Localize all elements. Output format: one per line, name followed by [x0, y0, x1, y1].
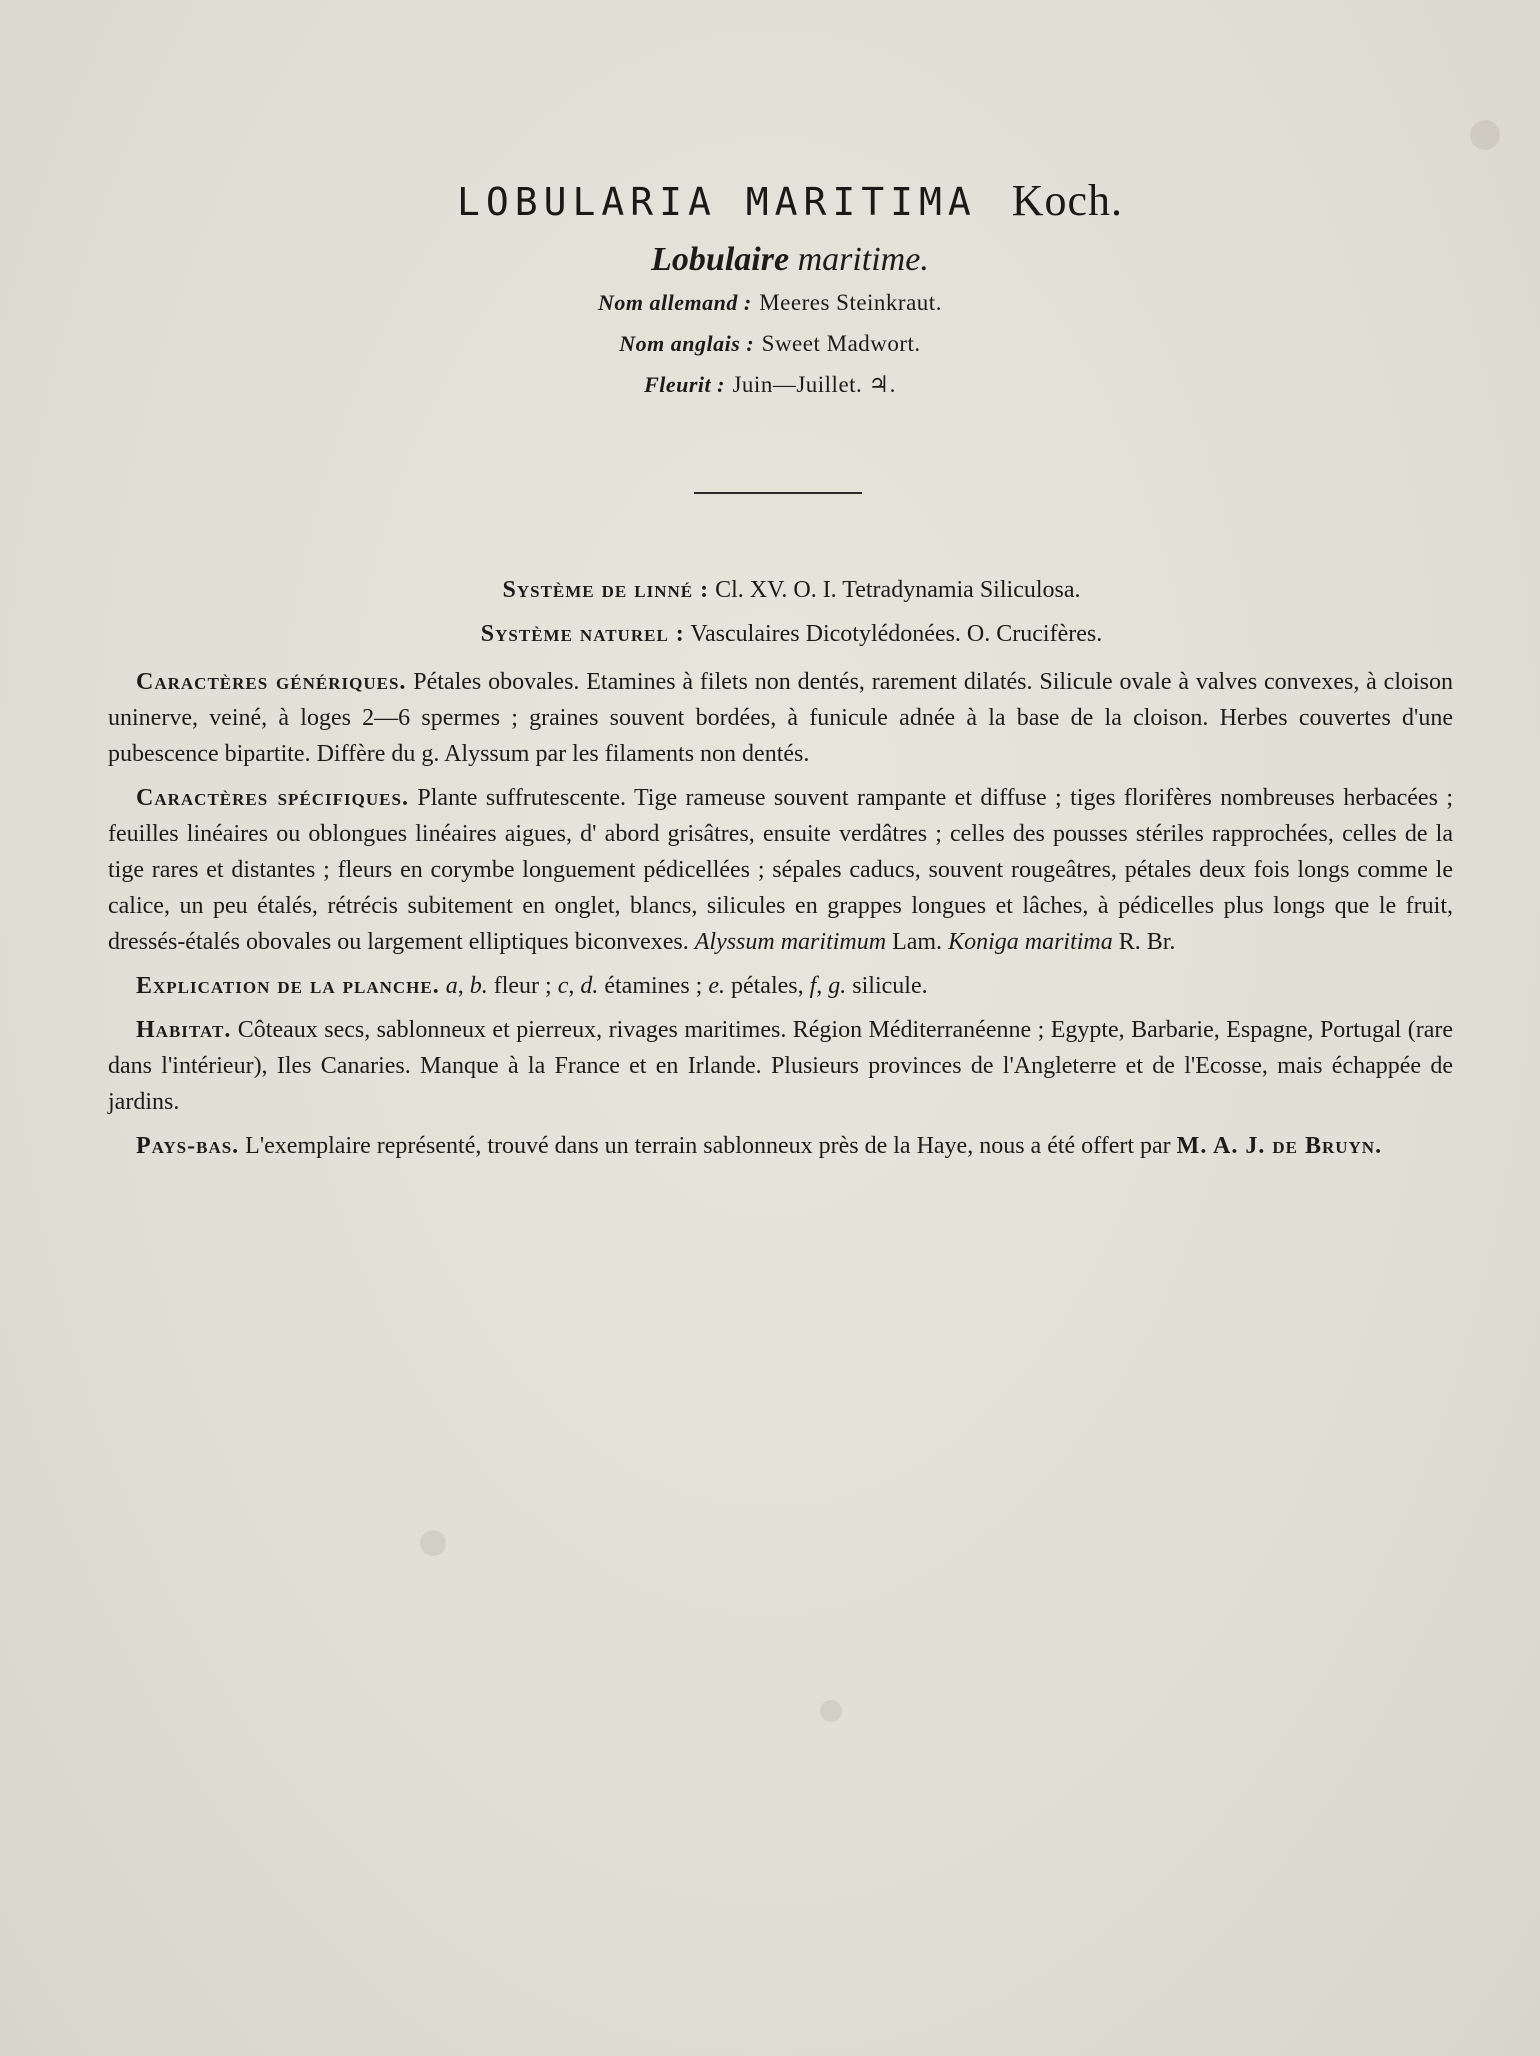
german-label: Nom allemand : [598, 290, 752, 315]
explication-label: Explication de la planche. [136, 973, 440, 999]
habitat-label: Habitat. [136, 1017, 232, 1043]
expl-letter-d: d. [580, 973, 599, 999]
synonym-1-author: Lam. [892, 929, 943, 955]
expl-letter-f: f [809, 973, 817, 999]
expl-petales: pétales, [730, 973, 804, 999]
generiques-label: Caractères génériques. [136, 669, 407, 695]
paper-stain [420, 1530, 446, 1556]
expl-fleur: fleur ; [493, 973, 552, 999]
header-block [0, 170, 1540, 406]
expl-letter-b: b. [469, 973, 488, 999]
body-text [108, 568, 1453, 1164]
linne-value: Cl. XV. O. I. Tetradynamia Siliculosa. [715, 577, 1081, 603]
paper-stain [1470, 120, 1500, 150]
bloom-label: Fleurit : [644, 372, 725, 397]
synonym-2-name: Koniga maritima [948, 929, 1113, 955]
expl-silicule: silicule. [852, 973, 928, 999]
expl-etamines: étamines ; [604, 973, 703, 999]
synonym-2-author: R. Br. [1118, 929, 1176, 955]
bloom-value: Juin—Juillet. ♃. [732, 372, 896, 397]
german-name-line [0, 283, 1540, 324]
paysbas-text: L'exemplaire représenté, trouvé dans un terrain sablonneux près de la Haye, nous a été offert par [245, 1133, 1171, 1159]
specific-characters-paragraph [108, 780, 1453, 960]
english-value: Sweet Madwort. [761, 331, 921, 356]
generiques-text: Pétales obovales. Etamines à filets non dentés, rarement dilatés. Silicule ovale à valves convexes, à cloison uninerve, veiné, à loges 2—6 spermes ; graines souvent bordées, à funicule adnée à la base de la cloison. Herbes couvertes d'une pubescence bipartite. Diffère du g. Alyssum par les filaments non dentés. [108, 669, 1453, 767]
bloom-line [0, 365, 1540, 406]
subtitle-rest: maritime. [797, 241, 929, 278]
expl-letter-g: g. [828, 973, 847, 999]
english-label: Nom anglais : [619, 331, 755, 356]
plate-explanation-paragraph: Explication de la planche. a, b. fleur ; c, d. étamines ; e. pétales, f, g. silicule. [136, 973, 928, 999]
linne-system-line [108, 568, 1453, 612]
paper-stain [820, 1700, 842, 1722]
paysbas-donor: M. A. J. de Bruyn. [1176, 1133, 1383, 1159]
specifiques-label: Caractères spécifiques. [136, 785, 409, 811]
german-value: Meeres Steinkraut. [759, 290, 942, 315]
naturel-label: Système naturel : [480, 621, 685, 647]
expl-letter-e: e. [708, 973, 725, 999]
habitat-text: Côteaux secs, sablonneux et pierreux, rivages maritimes. Région Méditerranéenne ; Egypte, Barbarie, Espagne, Portugal (rare dans l'intérieur), Iles Canaries. Manque à la France et en Irlande. Plusieurs provinces de l'Angleterre et de l'Ecosse, mais échappée de jardins. [108, 1017, 1454, 1115]
subtitle-bold: Lobulaire [651, 241, 790, 278]
generic-characters-paragraph [108, 664, 1453, 772]
title-text: LOBULARIA MARITIMA [456, 180, 977, 224]
title-author: Koch. [1011, 176, 1123, 225]
expl-letter-c: c [557, 973, 569, 999]
subtitle [0, 237, 1540, 283]
paysbas-label: Pays-bas. [136, 1133, 240, 1159]
habitat-paragraph [108, 1012, 1453, 1120]
natural-system-line [108, 612, 1453, 656]
expl-letter-a: a [445, 973, 458, 999]
specifiques-text: Plante suffrutescente. Tige rameuse souvent rampante et diffuse ; tiges florifères nombreuses herbacées ; feuilles linéaires ou oblongues linéaires aigues, d' abord grisâtres, ensuite verdâtres ; celles des pousses stériles rapprochées, celles de la tige rares et distantes ; fleurs en corymbe longuement pédicellées ; sépales caducs, souvent rougeâtres, pétales deux fois longs comme le calice, un peu étalés, rétrécis subitement en onglet, blancs, silicules en grappes longues et lâches, à pédicelles plus longs que le fruit, dressés-étalés obovales ou largement elliptiques biconvexes. [108, 785, 1453, 955]
linne-label: Système de linné : [502, 577, 710, 603]
netherlands-paragraph [108, 1128, 1453, 1164]
synonym-1-name: Alyssum maritimum [694, 929, 887, 955]
naturel-value: Vasculaires Dicotylédonées. O. Crucifères. [690, 621, 1103, 647]
section-divider [694, 492, 862, 494]
page-title [0, 170, 1540, 233]
english-name-line [0, 324, 1540, 365]
